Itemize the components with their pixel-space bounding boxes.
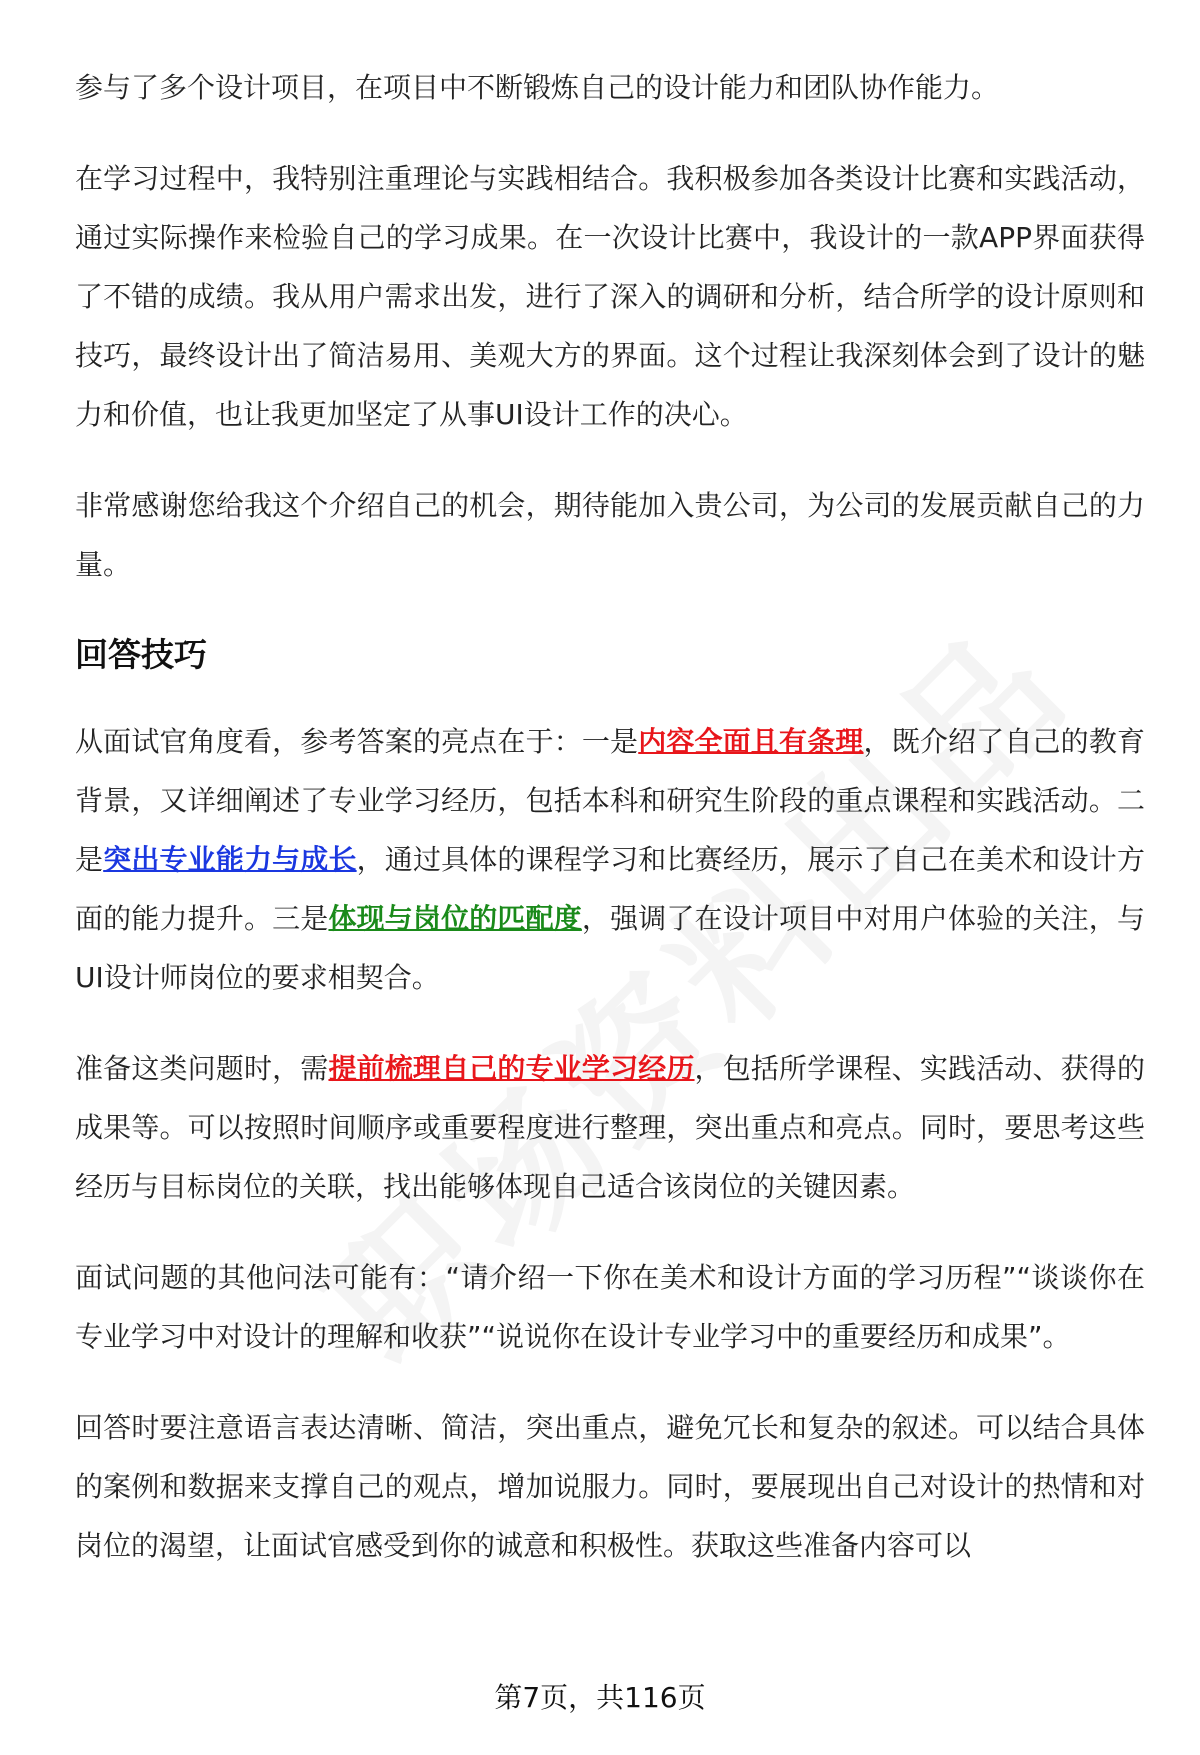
paragraph-other-questions: 面试问题的其他问法可能有：“请介绍一下你在美术和设计方面的学习历程”“谈谈你在专业学习中对设计的理解和收获”“说说你在设计专业学习中的重要经历和成果”。 (75, 1261, 1145, 1353)
text-segment: 从面试官角度看，参考答案的亮点在于：一是 (75, 725, 639, 758)
highlight-professional-growth: 突出专业能力与成长 (103, 843, 357, 876)
paragraph-projects: 参与了多个设计项目，在项目中不断锻炼自己的设计能力和团队协作能力。 (75, 71, 1000, 104)
page-number: 第7页，共116页 (494, 1681, 706, 1714)
paragraph-preparation (75, 1039, 1145, 1216)
paragraph-highlights (75, 712, 1145, 1007)
paragraph-thanks: 非常感谢您给我这个介绍自己的机会，期待能加入贵公司，为公司的发展贡献自己的力量。 (75, 489, 1145, 581)
highlight-comprehensive: 内容全面且有条理 (638, 725, 864, 758)
text-segment: ，既介绍了自己的教育背景，又详细阐述了专业学习经历，包括本科和研究生阶段的重点课程和实践活动。二是 (75, 725, 1145, 876)
text-segment: 准备这类问题时，需 (75, 1052, 329, 1085)
text-segment: ，包括所学课程、实践活动、获得的成果等。可以按照时间顺序或重要程度进行整理，突出重点和亮点。同时，要思考这些经历与目标岗位的关联，找出能够体现自己适合该岗位的关键因素。 (75, 1052, 1145, 1203)
paragraph-answer-notes: 回答时要注意语言表达清晰、简洁，突出重点，避免冗长和复杂的叙述。可以结合具体的案例和数据来支撑自己的观点，增加说服力。同时，要展现出自己对设计的热情和对岗位的渴望，让面试官感受到你的诚意和积极性。获取这些准备内容可以 (75, 1411, 1145, 1562)
paragraph-practice: 在学习过程中，我特别注重理论与实践相结合。我积极参加各类设计比赛和实践活动，通过实际操作来检验自己的学习成果。在一次设计比赛中，我设计的一款APP界面获得了不错的成绩。我从用户需求出发，进行了深入的调研和分析，结合所学的设计原则和技巧，最终设计出了简洁易用、美观大方的界面。这个过程让我深刻体会到了设计的魅力和价值，也让我更加坚定了从事UI设计工作的决心。 (75, 162, 1145, 431)
highlight-job-match: 体现与岗位的匹配度 (328, 902, 582, 935)
highlight-sort-experience: 提前梳理自己的专业学习经历 (328, 1052, 695, 1085)
text-segment: ，强调了在设计项目中对用户体验的关注，与UI设计师岗位的要求相契合。 (75, 902, 1145, 994)
text-segment: ，通过具体的课程学习和比赛经历，展示了自己在美术和设计方面的能力提升。三是 (75, 843, 1145, 935)
section-title: 回答技巧 (75, 635, 207, 674)
document-body (75, 58, 1145, 1607)
